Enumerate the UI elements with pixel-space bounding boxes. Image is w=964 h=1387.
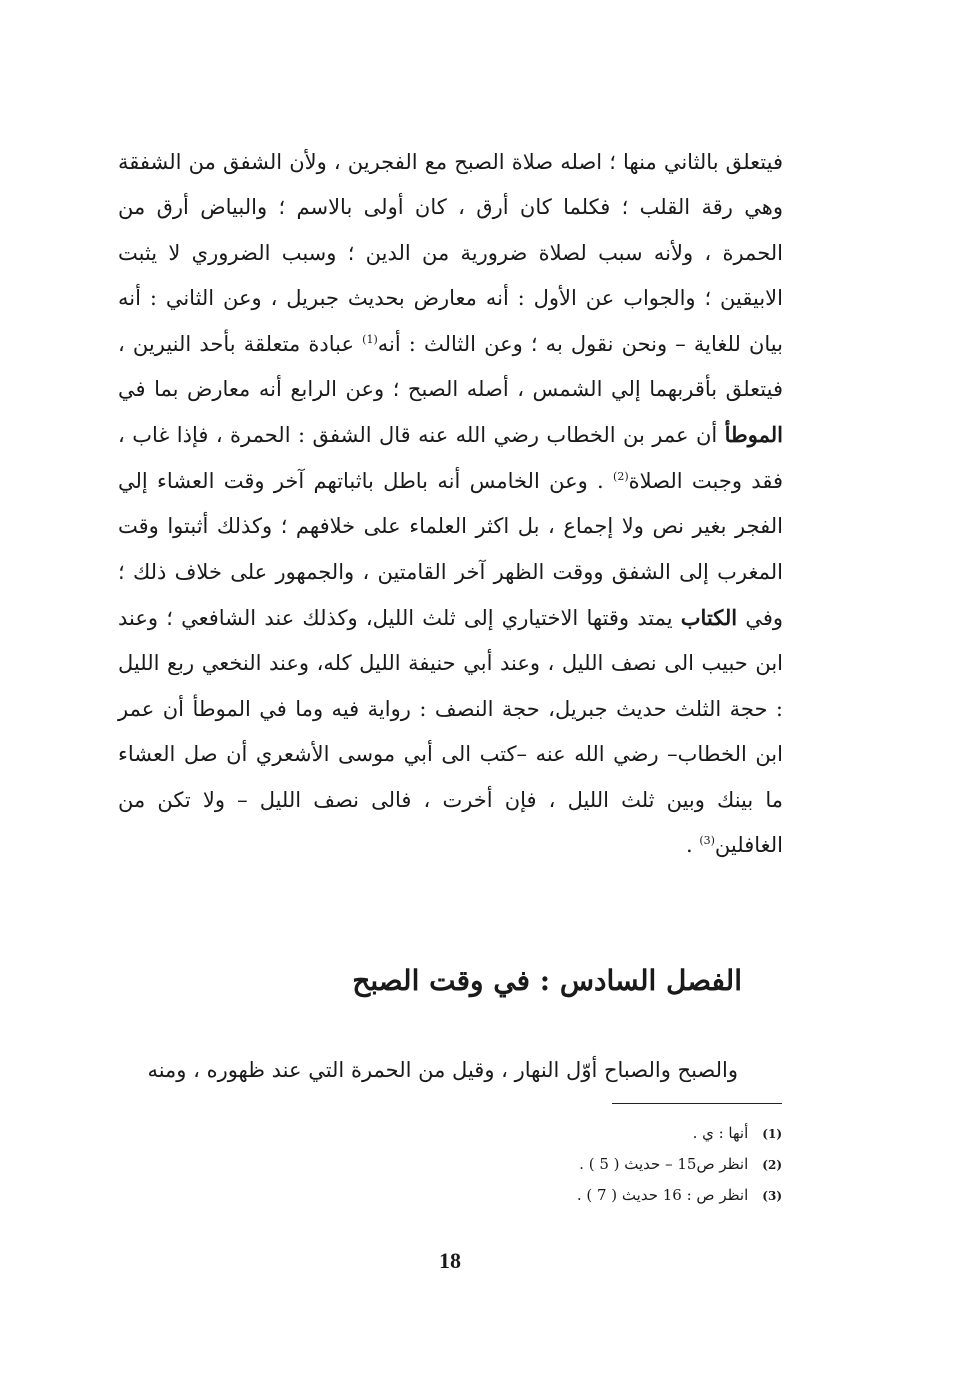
bold-term-kitab: الكتاب	[680, 605, 738, 631]
body-text-run: عبادة متعلقة بأحد النيرين ، فيتعلق بأقربهما إلي الشمس ، أصله الصبح ؛ وعن الرابع أنه معارض بما في	[118, 331, 783, 402]
bold-term-muwatta: الموطأ	[724, 422, 783, 448]
footnote-item	[362, 1118, 782, 1149]
footnote-text: انظر ص : 16 حديث ( 7 ) .	[576, 1186, 749, 1204]
body-text-run: .	[685, 833, 700, 858]
body-paragraph	[118, 140, 783, 869]
footnotes-list	[362, 1118, 782, 1211]
page-number: 18	[439, 1248, 461, 1273]
footnote-number: (3)	[762, 1189, 782, 1203]
footnote-divider	[612, 1103, 782, 1104]
footnote-ref-2: (2)	[613, 469, 629, 483]
footnote-number: (2)	[762, 1158, 782, 1172]
section-heading: الفصل السادس : في وقت الصبح	[352, 964, 742, 997]
footnote-number: (1)	[762, 1127, 782, 1141]
body-text-run: يمتد وقتها الاختياري إلى ثلث الليل، وكذلك عند الشافعي ؛ وعند ابن حبيب الى نصف الليل ، وعند أبي حنيفة الليل كله، وعند النخعي ربع الليل : حجة الثلث حديث جبريل، حجة النصف : رواية فيه وما في الموطأ أن عمر ابن الخطاب– رضي الله عنه –كتب الى أبي موسى الأشعري أن صل العشاء ما بينك وبين ثلث الليل ، فإن أخرت ، فالى نصف الليل – ولا تكن من الغافلين	[118, 606, 783, 858]
footnote-ref-1: (1)	[362, 332, 378, 346]
body-text-run: أن عمر بن الخطاب رضي الله عنه قال الشفق : الحمرة ، فإذا غاب ، فقد وجبت الصلاة	[118, 423, 783, 493]
footnote-item	[362, 1149, 782, 1180]
body-text	[118, 140, 783, 869]
footnote-text: انظر ص15 – حديث ( 5 ) .	[579, 1155, 749, 1173]
footnote-ref-3: (3)	[699, 834, 715, 848]
body-text-run: . وعن الخامس أنه باطل باثباتهم آخر وقت العشاء إلي الفجر بغير نص ولا إجماع ، بل اكثر العلماء على خلافهم ؛ وكذلك أثبتوا وقت المغرب إلى الشفق ووقت الظهر آخر القامتين ، والجمهور على خلاف ذلك ؛ وفي	[118, 468, 784, 631]
body-text-run: فيتعلق بالثاني منها ؛ اصله صلاة الصبح مع الفجرين ، ولأن الشفق من الشفقة وهي رقة القلب ؛ فكلما كان أرق ، كان أولى بالاسم ؛ والبياض أرق من الحمرة ، ولأنه سبب لصلاة ضرورية من الدين ؛ وسبب الضروري لا يثبت الابيقين ؛ والجواب عن الأول : أنه معارض بحديث جبريل ، وعن الثاني : أنه بيان للغاية – ونحن نقول به ؛ وعن الثالث : أنه	[118, 150, 783, 356]
footnote-text: أنها : ي .	[692, 1124, 749, 1142]
section-intro-text: والصبح والصباح أوّل النهار ، وقيل من الحمرة التي عند ظهوره ، ومنه	[147, 1058, 738, 1082]
footnote-item	[362, 1180, 782, 1211]
